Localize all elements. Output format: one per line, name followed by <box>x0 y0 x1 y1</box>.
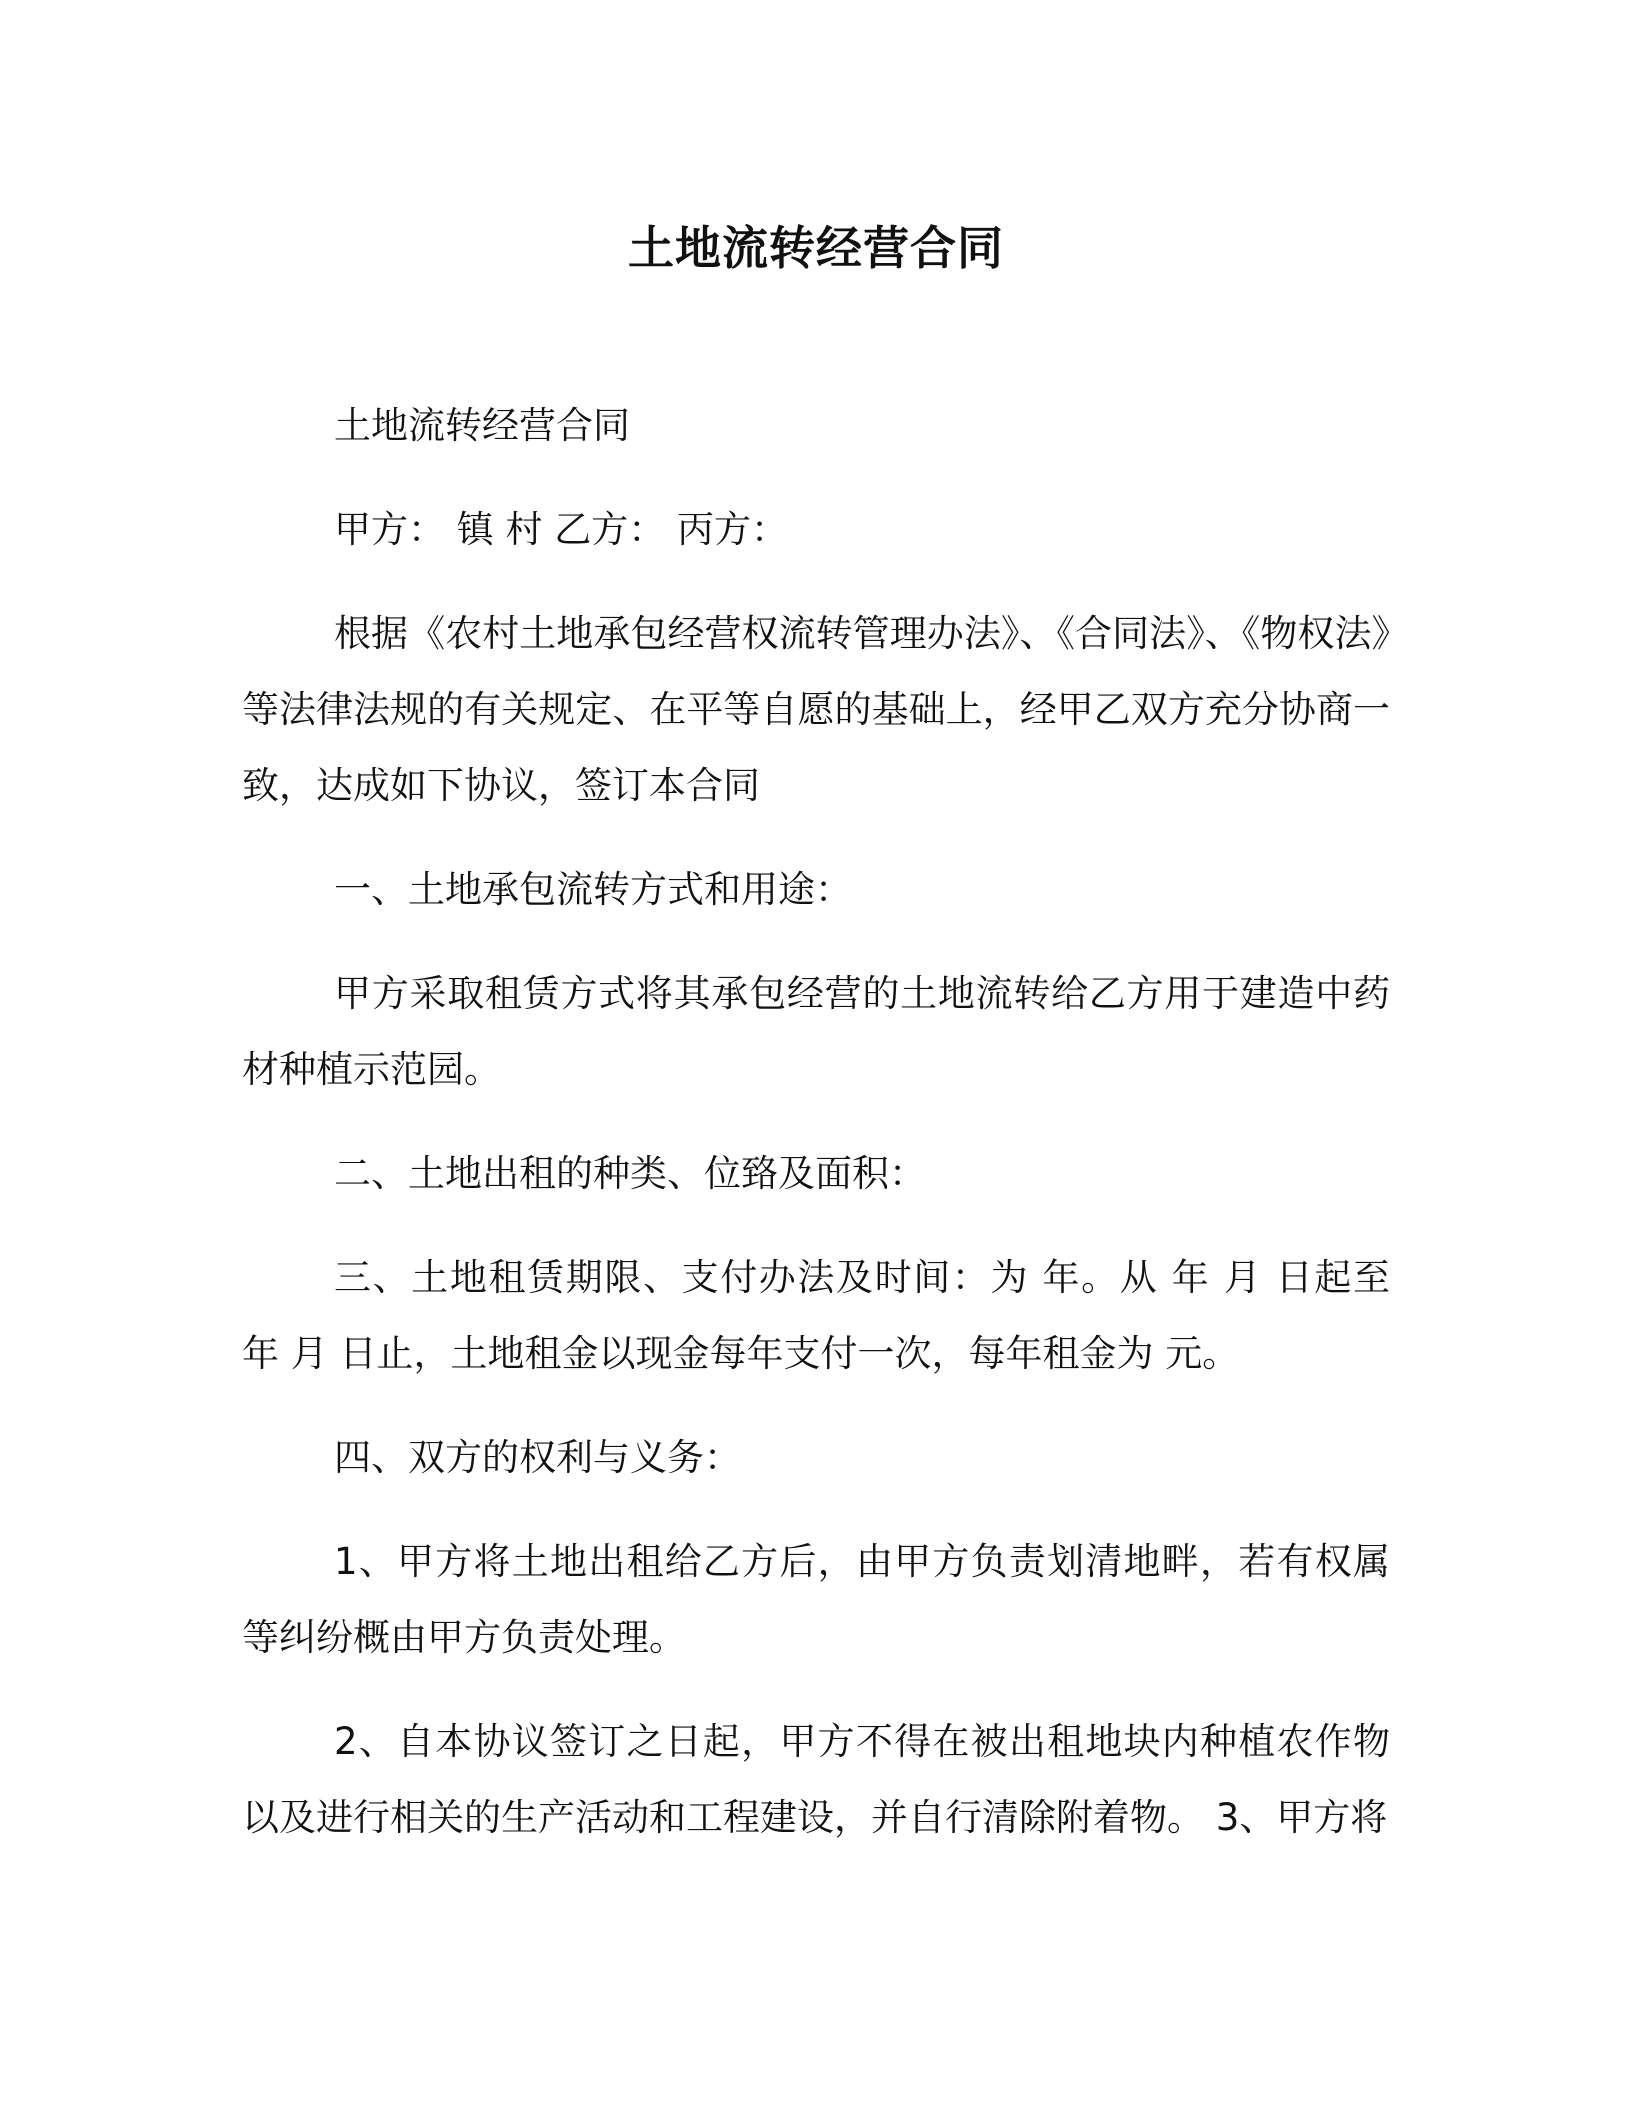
document-title: 土地流转经营合同 <box>628 221 1004 275</box>
paragraph-clause-1: 1、甲方将土地出租给乙方后，由甲方负责划清地畔，若有权属等纠纷概由甲方负责处理。 <box>242 1540 1390 1659</box>
document-body <box>242 388 1390 1884</box>
paragraph-section-2-heading: 二、土地出租的种类、位臵及面积： <box>334 1152 926 1195</box>
paragraph-legal-basis: 根据《农村土地承包经营权流转管理办法》、《合同法》、《物权法》等法律法规的有关规定、在平等自愿的基础上，经甲乙双方充分协商一致，达成如下协议，签订本合同 <box>242 612 1390 807</box>
paragraph-subtitle: 土地流转经营合同 <box>334 404 630 447</box>
paragraph-section-1-body: 甲方采取租赁方式将其承包经营的土地流转给乙方用于建造中药材种植示范园。 <box>242 972 1390 1091</box>
paragraph-section-3: 三、土地租赁期限、支付办法及时间：为 年。从 年 月 日起至 年 月 日止，土地租金以现金每年支付一次，每年租金为 元。 <box>242 1256 1390 1375</box>
paragraph-section-4-heading: 四、双方的权利与义务： <box>334 1436 741 1479</box>
paragraph-section-1-heading: 一、土地承包流转方式和用途： <box>334 868 852 911</box>
paragraph-clause-2: 2、自本协议签订之日起，甲方不得在被出租地块内种植农作物以及进行相关的生产活动和工程建设，并自行清除附着物。 3、甲方将 <box>242 1720 1390 1839</box>
paragraph-parties: 甲方： 镇 村 乙方： 丙方： <box>334 508 789 551</box>
